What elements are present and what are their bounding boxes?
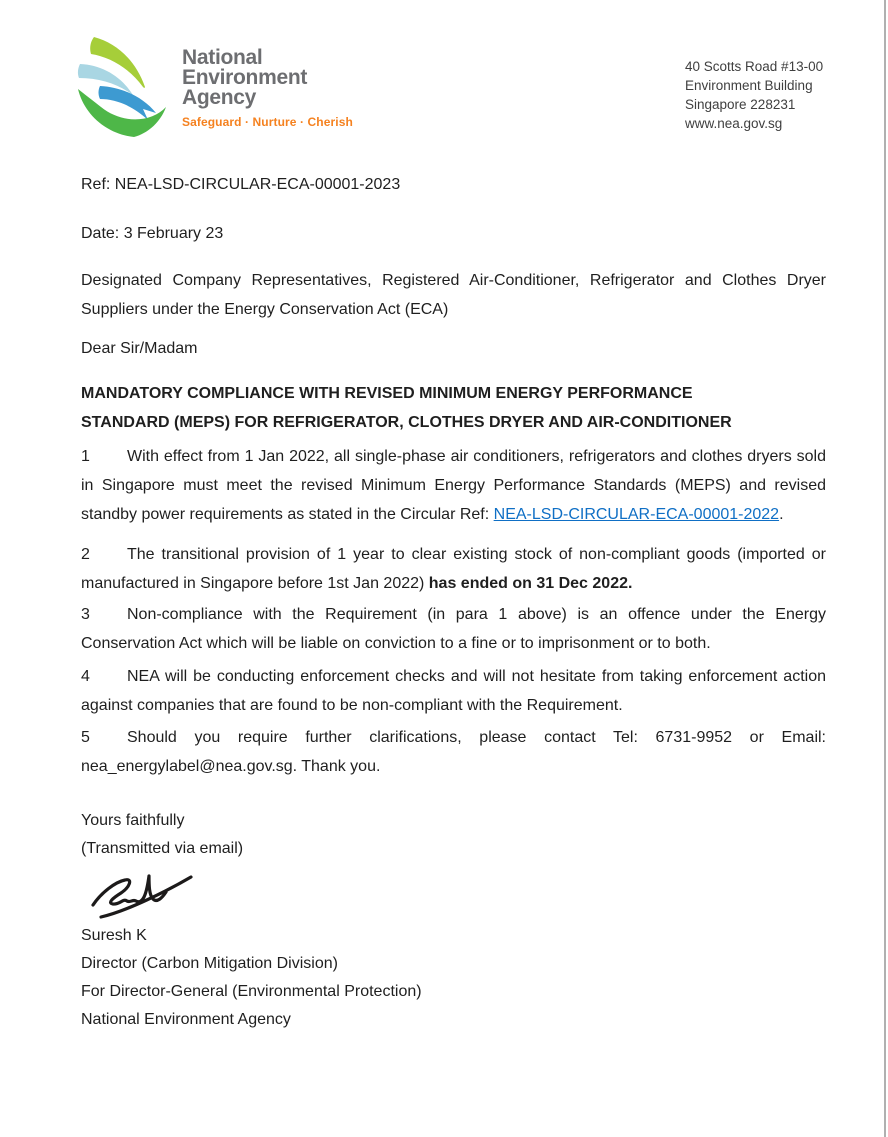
subject-line-1: MANDATORY COMPLIANCE WITH REVISED MINIMUM ENERGY PERFORMANCE — [81, 385, 693, 402]
paragraph-number: 3 — [81, 606, 90, 623]
org-name-line3: Agency — [182, 86, 257, 109]
ref-line: Ref: NEA-LSD-CIRCULAR-ECA-00001-2023 — [81, 176, 401, 193]
paragraph-number: 1 — [81, 448, 90, 465]
paragraph-2 — [81, 540, 826, 598]
address-line: 40 Scotts Road #13-00 — [685, 59, 824, 74]
signer-title-1: Director (Carbon Mitigation Division) — [81, 955, 338, 972]
closing-line-2: (Transmitted via email) — [81, 840, 244, 857]
org-name-line2: Environment — [182, 66, 308, 89]
signer-name: Suresh K — [81, 927, 147, 944]
paragraph-number: 5 — [81, 729, 90, 746]
signature-image — [87, 867, 205, 921]
paragraph-5-text: Should you require further clarifications, please contact Tel: 6731-9952 or Email: nea_energylabel@nea.gov.sg. Thank you. — [81, 729, 826, 775]
address-line: Environment Building — [685, 78, 813, 93]
letter-body — [0, 170, 888, 1034]
date-line: Date: 3 February 23 — [81, 225, 224, 242]
letterhead — [0, 0, 888, 146]
nea-logo-icon — [66, 34, 178, 146]
circular-ref-link[interactable]: NEA-LSD-CIRCULAR-ECA-00001-2022 — [493, 506, 780, 523]
paragraph-5 — [81, 723, 826, 781]
recipients: Designated Company Representatives, Registered Air-Conditioner, Refrigerator and Clothes Dryer Suppliers under the Energy Conservation Act (ECA) — [81, 272, 826, 318]
nea-logo — [66, 34, 353, 146]
paragraph-number: 2 — [81, 546, 90, 563]
signer-title-2: For Director-General (Environmental Protection) — [81, 983, 422, 1000]
paragraph-4-text: NEA will be conducting enforcement checks and will not hesitate from taking enforcement action against companies that are found to be non-compliant with the Requirement. — [81, 668, 826, 714]
address-website: www.nea.gov.sg — [685, 116, 783, 131]
subject-heading — [81, 379, 826, 437]
signoff-block — [81, 922, 826, 1034]
salutation: Dear Sir/Madam — [81, 340, 198, 357]
subject-line-2: STANDARD (MEPS) FOR REFRIGERATOR, CLOTHES DRYER AND AIR-CONDITIONER — [81, 414, 732, 431]
paragraph-1-text: With effect from 1 Jan 2022, all single-phase air conditioners, refrigerators and clothes dryers sold in Singapore must meet the revised Minimum Energy Performance Standards (MEPS) and revised standby power requirements as stated in the Circular Ref: — [81, 448, 826, 523]
paragraph-1 — [81, 442, 826, 529]
nea-logo-text — [182, 34, 353, 146]
closing — [81, 807, 826, 863]
closing-line-1: Yours faithfully — [81, 812, 185, 829]
org-name-line1: National — [182, 46, 263, 69]
page-edge-line — [884, 0, 886, 1137]
paragraph-2-bold: has ended on 31 Dec 2022. — [428, 575, 633, 592]
paragraph-2-text: The transitional provision of 1 year to clear existing stock of non-compliant goods (imported or manufactured in Singapore before 1st Jan 2022) — [81, 546, 826, 592]
paragraph-3 — [81, 600, 826, 658]
paragraph-3-text: Non-compliance with the Requirement (in para 1 above) is an offence under the Energy Conservation Act which will be liable on conviction to a fine or to imprisonment or to both. — [81, 606, 826, 652]
paragraph-1-after-link: . — [779, 506, 784, 523]
signer-title-3: National Environment Agency — [81, 1011, 291, 1028]
address-block — [685, 57, 823, 133]
address-line: Singapore 228231 — [685, 97, 796, 112]
paragraph-number: 4 — [81, 668, 90, 685]
nea-tagline: Safeguard · Nurture · Cherish — [182, 115, 353, 129]
paragraph-4 — [81, 662, 826, 720]
